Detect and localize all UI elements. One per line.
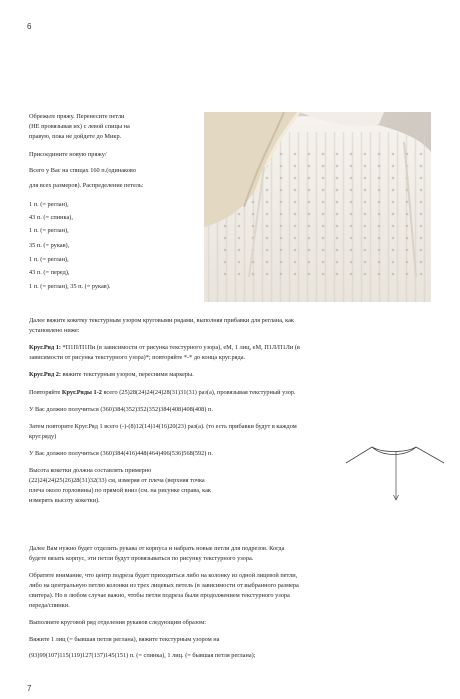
row1-line2: зависимости от рисунка текстурного узора)*; повторяйте *-* до конца круг.ряда. [29, 354, 246, 361]
row2-label: Круг.Ряд 2: [29, 371, 61, 378]
left-text-column [29, 112, 199, 302]
then-line: Затем повторите Круг.Ряд 1 всего (-)-(8)12(14)14(16)20(23) раз(а). (то есть прибавки будут в каждом [29, 423, 297, 430]
sweater-photo [204, 112, 431, 302]
white-knitted-raglan-sweater-photo-icon [204, 112, 431, 302]
repeat-bold: Круг.Ряды 1-2 [61, 389, 102, 396]
row1-label: Круг.Ряд 1: [29, 344, 61, 351]
left-line: Присоедините новую пряжу/ [29, 151, 107, 158]
attention-line: переда/спинки. [29, 602, 70, 609]
yoke-line: Высота кокетки должна составлять примерно [29, 467, 152, 474]
yoke-line: (22)24(24)25(26)28(31)32(33) см, измеряя от плеча (верхняя точка [29, 477, 205, 484]
row1-line [29, 343, 300, 352]
left-line: 1 п. (= реглан), 35 п. (= рукав). [29, 283, 111, 290]
repeat-pre: Повторяйте [29, 389, 62, 396]
page-number-top: 6 [27, 22, 32, 31]
left-line: 1 п. (= реглан), [29, 227, 69, 234]
attention-line: Обратите внимание, что центр подреза будет приходиться либо на колонку из одной лицевой петли, [29, 572, 298, 579]
left-line: Всего у Вас на спицах 160 п.(одинаково [29, 167, 136, 174]
left-line: 1 п. (= реглан), [29, 256, 69, 263]
row1-text: *П1П/П1Пи (в зависимости от рисунка текстурного узора), еМ, 1 лиц, еМ, П1Л/П1Ли (в [60, 344, 300, 351]
yoke-measure-diagram [344, 441, 448, 505]
row2-text: вяжите текстурным узором, пересними маркеры. [60, 371, 194, 378]
intro-line: установлено ниже: [29, 327, 80, 334]
count1-line: У Вас должно получиться (360)384(352)352(352)384(408)408(408) п. [29, 406, 213, 413]
left-line: для всех размеров). Распределение петель: [29, 182, 144, 189]
separate-line: будете вязать корпус, эти петли будут провязываться по рисунку текстурного узора. [29, 555, 254, 562]
left-line: 43 п. (= перед), [29, 269, 70, 276]
then-line: круг.ряду) [29, 433, 57, 440]
yoke-line: измерять высоту кокетки). [29, 497, 100, 504]
page-number-bottom: 7 [27, 684, 32, 693]
left-line: правую, пока не дойдете до Микр. [29, 133, 122, 140]
left-line: 35 п. (= рукав), [29, 242, 70, 249]
last-line: (93)99(107)115(119)127(137)145(151) п. (= спинка), 1 лиц. (= бывшая петля реглана); [29, 652, 256, 659]
do-row-line: Выполните круговой ряд отделения рукавов следующим образом: [29, 619, 207, 626]
attention-line: либо на центральную петлю колонки из трех лицевых петель (в зависимости от выбранного размера [29, 582, 299, 589]
intro-line: Далее вяжите кокетку текстурным узором круговыми рядами, выполняя прибавки для реглана, как [29, 317, 294, 324]
left-line: (НЕ провязывая их) с левой спицы на [29, 123, 130, 130]
left-line: 1 п. (= реглан), [29, 201, 69, 208]
last-line: Вяжите 1 лиц (= бывшая петля реглана), вяжите текстурным узором на [29, 636, 220, 643]
repeat-line [29, 388, 296, 397]
sweater-yoke-diagram-icon [344, 441, 448, 505]
row2-line [29, 370, 194, 379]
count2-line: У Вас должно получиться (360)384(416)448(464)496(536)568(592) п. [29, 450, 213, 457]
left-line: Обрежьте пряжу. Перенесите петли [29, 113, 125, 120]
repeat-post: всего (25)28(24)24(24)28(31)31(31) раз(а), провязывая текстурный узор. [101, 389, 296, 396]
left-line: 43 п. (= спинка), [29, 214, 73, 221]
yoke-line: плеча около горловины) по прямой вниз (см. на рисунке справа, как [29, 487, 211, 494]
attention-line: свитера). Но в любом случае важно, чтобы петли подреза были продолжением текстурного узора [29, 592, 290, 599]
separate-line: Далее Вам нужно будет отделить рукава от корпуса и набрать новые петли для подрезов. Когда [29, 545, 285, 552]
